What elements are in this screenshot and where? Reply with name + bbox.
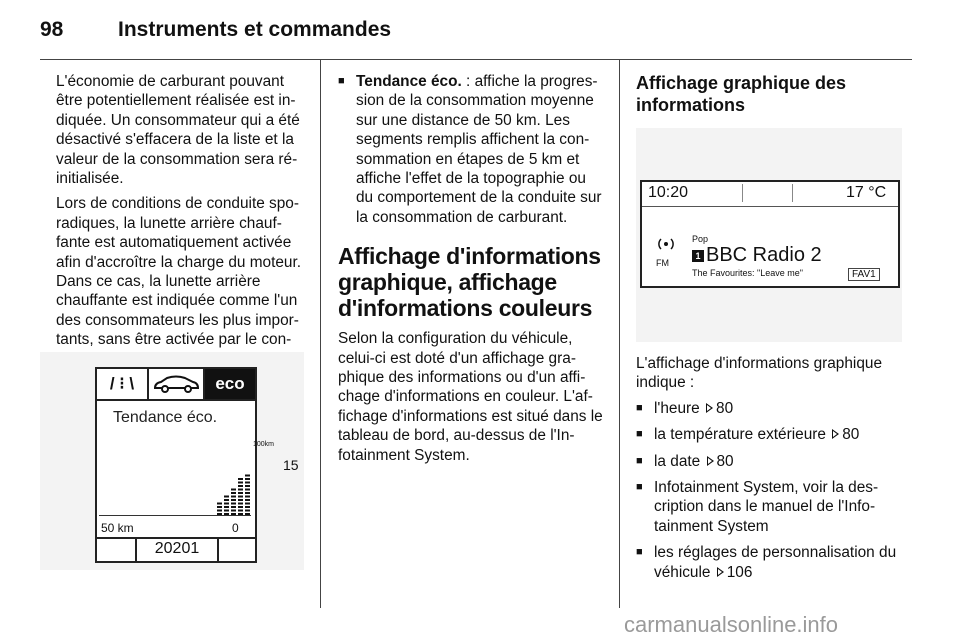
display-rule: [642, 206, 898, 207]
eco-display-frame: [95, 367, 299, 563]
column-3: [636, 72, 904, 116]
info-display-frame: [640, 180, 900, 288]
display-time: 10:20: [648, 184, 689, 201]
eco-trend-illustration: [40, 352, 304, 570]
list-item-text: la température extérieure: [654, 426, 826, 444]
list-item: [338, 72, 604, 227]
page-ref-arrow-icon: [707, 456, 714, 466]
eco-scale-label: 100km: [253, 441, 275, 448]
bullet-term: Tendance éco.: [356, 73, 462, 90]
display-temperature: 17 °C: [846, 184, 887, 201]
car-tab-icon: [149, 369, 205, 399]
bullet-list: [636, 399, 904, 582]
eco-value: 15: [283, 457, 299, 473]
page-ref-arrow-icon: [717, 567, 724, 577]
bullet-text: : affiche la progression de la consommation moyenne sur une distance de 50 km. Les segments remplis affichent la consommation en étapes de 5 km et affiche l'effet de la topographie ou du comportement de la conduite sur la consommation de carburant.: [356, 73, 602, 226]
info-display-illustration: [636, 128, 902, 342]
eco-bar: [224, 494, 229, 515]
page-ref-arrow-icon: [706, 403, 713, 413]
watermark: carmanualsonline.info: [624, 612, 839, 637]
list-item-text: l'heure: [654, 399, 700, 417]
column-divider-1: [320, 60, 321, 608]
page-ref[interactable]: 80: [716, 452, 734, 470]
eco-left-label: 50 km: [101, 521, 134, 535]
genre-label: Pop: [692, 234, 709, 244]
subsection-heading: Affichage graphique des informations: [636, 73, 847, 115]
eco-bar: [238, 477, 243, 516]
list-item: [636, 452, 904, 471]
station-name: BBC Radio 2: [706, 244, 822, 266]
preset-badge: 1: [692, 250, 704, 262]
list-item-text: la date: [654, 452, 701, 470]
paragraph: Selon la configuration du véhicule, celui-ci est doté d'un affichage graphique des informations ou d'un affichage d'informations en couleur. L'affichage d'informations est situé dans le tableau de bord, au-dessus de l'Infotainment System.: [338, 330, 603, 464]
section-heading: Affichage d'informations graphique, affichage d'informations couleurs: [338, 243, 601, 322]
bullet-list: [338, 72, 604, 227]
paragraph: Lors de conditions de conduite sporadiques, la lunette arrière chauffante est automatiquement activée afin d'accroître la charge du moteur. Dans ce cas, la lunette arrière chauffante est indiquée comme l'un des consommateurs les plus importants, sans être activée par le con: [56, 195, 302, 349]
column-3-lower: [636, 354, 904, 589]
page-ref-arrow-icon: [832, 429, 839, 439]
list-item: [636, 425, 904, 444]
eco-axis: [99, 515, 251, 516]
list-item-text: les réglages de personnalisation du véhicule: [654, 544, 897, 581]
eco-right-label: 0: [232, 521, 239, 535]
paragraph: L'affichage d'informations graphique indique :: [636, 355, 883, 392]
list-item: [636, 478, 904, 536]
list-item: [636, 399, 904, 418]
eco-bar: [245, 473, 250, 515]
favourite-badge: FAV1: [848, 268, 880, 281]
page-ref[interactable]: 106: [726, 563, 753, 581]
page-ref[interactable]: 80: [842, 426, 860, 444]
list-item-text: Infotainment System, voir la description dans le manuel de l'Infotainment System: [654, 479, 879, 535]
consumers-tab-icon: / ⁝ \: [97, 369, 149, 399]
display-divider: [742, 184, 743, 202]
eco-odometer: 20201: [135, 537, 219, 561]
eco-tab: eco: [205, 369, 255, 399]
paragraph: L'économie de carburant pouvant être potentiellement réalisée est indiquée. Un consommateur qui a été désactivé s'effacera de la liste et la valeur de la consommation sera réinitialisée.: [56, 73, 300, 188]
column-1: [56, 72, 306, 375]
eco-tab-row: [97, 369, 255, 401]
header-rule: [40, 59, 912, 60]
page-ref[interactable]: 80: [716, 399, 734, 417]
track-info: The Favourites: "Leave me": [692, 268, 803, 278]
column-divider-2: [619, 60, 620, 608]
display-divider: [792, 184, 793, 202]
eco-title: Tendance éco.: [113, 409, 218, 426]
radio-antenna-icon: [656, 234, 676, 254]
page-number: 98: [40, 18, 64, 41]
page-header: [0, 0, 960, 60]
eco-bar: [217, 501, 222, 515]
column-2: [338, 72, 604, 471]
eco-bar: [231, 487, 236, 515]
band-label: FM: [656, 258, 669, 268]
list-item: [636, 543, 904, 582]
page-title: Instruments et commandes: [118, 18, 392, 41]
